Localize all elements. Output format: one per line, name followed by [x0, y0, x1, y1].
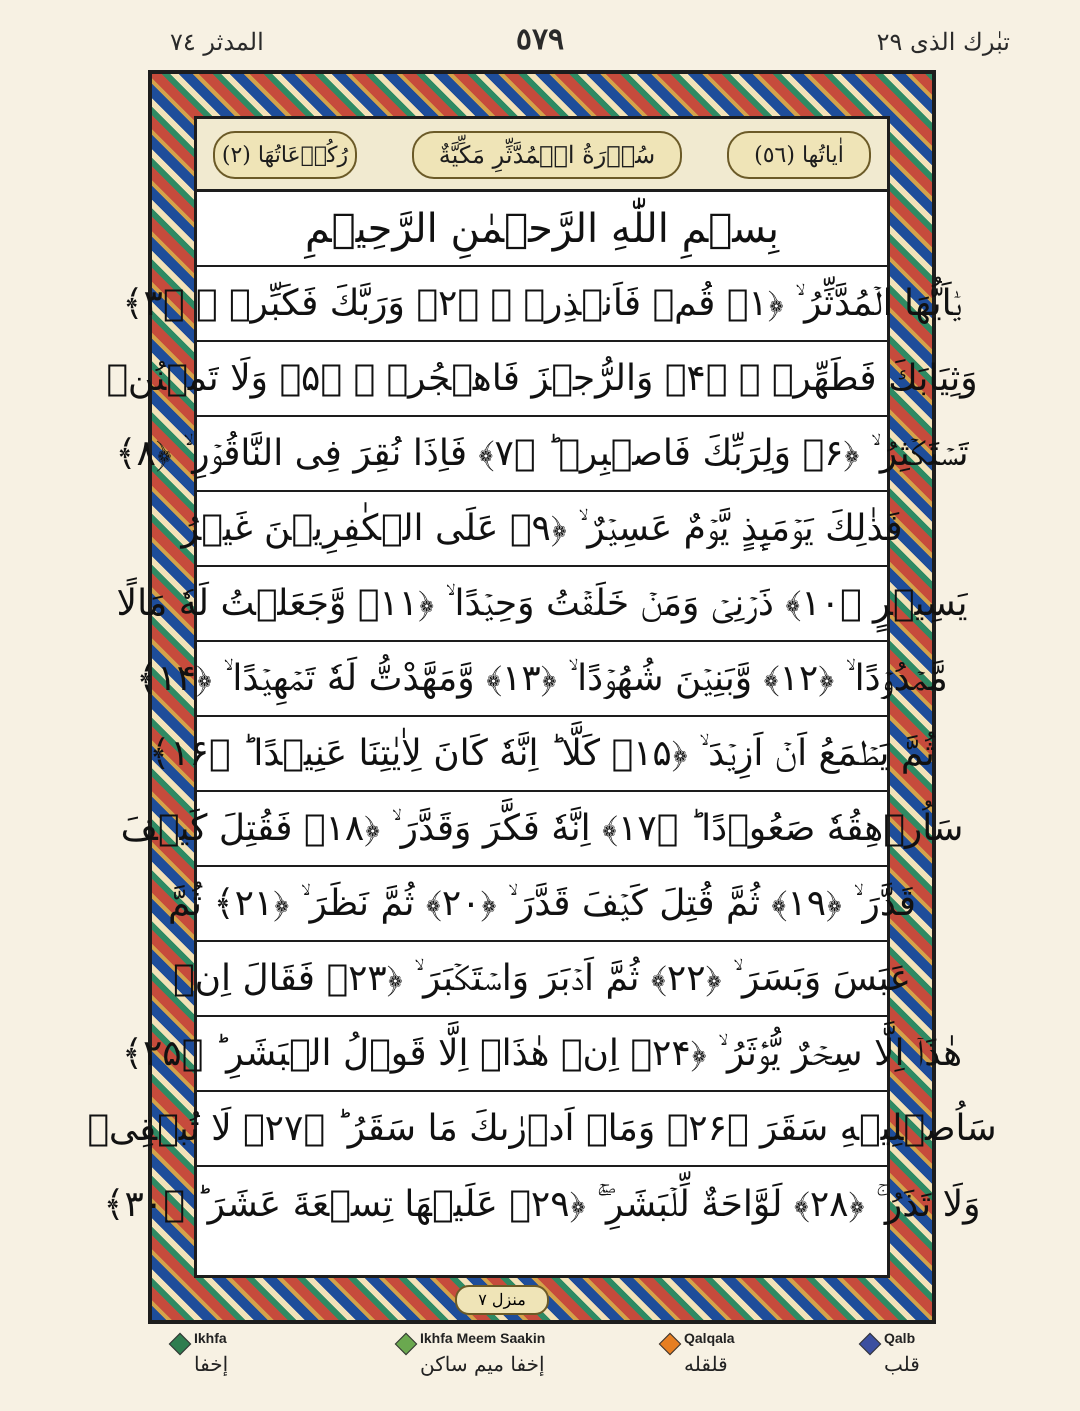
ayah-line: يَسِيۡرٍ ﴿۱۰﴾ ذَرۡنِىۡ وَمَنۡ خَلَقۡتُ وَحِيۡدًا ۙ ﴿۱۱﴾ وَّجَعَلۡتُ لَهٗ مَالًا — [197, 567, 887, 642]
legend-label: Ikhfa Meem Saakin — [420, 1330, 546, 1346]
page-number: ٥٧٩ — [515, 22, 565, 57]
ayah-line: وَلَا تَذَرُ ۚ ﴿۲۸﴾ لَوَّاحَةٌ لِّلۡبَشَرِ ۖۚ ﴿۲۹﴾ عَلَيۡهَا تِسۡعَةَ عَشَرَ ؕ ﴿۳۰﴾ — [103, 1183, 981, 1225]
diamond-icon — [169, 1333, 192, 1356]
ruku-count-cartouche: رُكُوۡعَاتُهَا (٢) — [213, 131, 357, 179]
ayah-line: هٰذَاۤ اِلَّا سِحۡرٌ يُّؤۡثَرُ ۙ ﴿۲۴﴾ اِنۡ هٰذَاۤ اِلَّا قَوۡلُ الۡبَشَرِ ؕ ﴿۲۵﴾ — [197, 1017, 887, 1092]
ayah-line: ثُمَّ يَطۡمَعُ اَنۡ اَزِيۡدَ ۙ ﴿۱۵﴾ كَلَّا ؕ اِنَّهٗ كَانَ لِاٰيٰتِنَا عَنِيۡدًا ؕ ﴿۱۶﴾ — [197, 717, 887, 792]
ayah-line: يٰۤاَيُّهَا الۡمُدَّثِّرُ ۙ ﴿۱﴾ قُمۡ فَاَنۡذِرۡ ۙ ﴿۲﴾ وَرَبَّكَ فَكَبِّرۡ ۙ ﴿۳﴾ — [197, 267, 887, 342]
ayah-line: سَاُرۡهِقُهٗ صَعُوۡدًا ؕ ﴿۱۷﴾ اِنَّهٗ فَكَّرَ وَقَدَّرَ ۙ ﴿۱۸﴾ فَقُتِلَ كَيۡفَ — [197, 792, 887, 867]
page-header — [0, 0, 1080, 68]
decorative-frame — [87, 70, 997, 1324]
text-panel — [87, 116, 997, 1278]
manzil-badge: منزل ٧ — [455, 1285, 549, 1315]
legend-item-ikhfa-meem-saakin — [398, 1330, 618, 1410]
legend-label: Ikhfa — [194, 1330, 227, 1346]
surah-title-band — [197, 119, 887, 192]
ayah-line: سَاُصۡلِيۡهِ سَقَرَ ﴿۲۶﴾ وَمَاۤ اَدۡرٰٮكَ مَا سَقَرُ ؕ ﴿۲۷﴾ لَا تُبۡقِىۡ — [197, 1092, 887, 1167]
surah-reference: المدثر ٧٤ — [170, 28, 264, 56]
diamond-icon — [859, 1333, 882, 1356]
ayah-line: قَدَّرَ ۙ ﴿۱۹﴾ ثُمَّ قُتِلَ كَيۡفَ قَدَّرَ ۙ ﴿۲۰﴾ ثُمَّ نَظَرَ ۙ ﴿۲۱﴾ ثُمَّ — [197, 867, 887, 942]
surah-title-cartouche: سُوۡرَةُ الۡمُدَّثِّرِ مَكِّيَّةٌ — [412, 131, 682, 179]
diamond-icon — [659, 1333, 682, 1356]
juz-name: تبٰرك الذی ٢٩ — [876, 28, 1010, 56]
legend-item-qalb — [862, 1330, 1062, 1410]
legend-label-urdu: إخفا — [194, 1352, 229, 1376]
ayah-line: مَّمۡدُوۡدًا ۙ ﴿۱۲﴾ وَّبَنِيۡنَ شُهُوۡدًا ۙ ﴿۱۳﴾ وَّمَهَّدْتُّ لَهٗ تَمۡهِيۡدًا ۙ ﴿۱۴﴾ — [197, 642, 887, 717]
ayah-line: تَسۡتَكۡثِرُ ۙ ﴿۶﴾ وَلِرَبِّكَ فَاصۡبِرۡ ؕ ﴿۷﴾ فَاِذَا نُقِرَ فِى النَّاقُوۡرِ ۙ ﴿۸﴾ — [197, 417, 887, 492]
ayah-line: عَبَسَ وَبَسَرَ ۙ ﴿۲۲﴾ ثُمَّ اَدۡبَرَ وَاسۡتَكۡبَرَ ۙ ﴿۲۳﴾ فَقَالَ اِنۡ — [197, 942, 887, 1017]
basmala-line: بِسۡمِ اللّٰهِ الرَّحۡمٰنِ الرَّحِيۡمِ — [197, 192, 887, 267]
legend-label-urdu: قلب — [884, 1352, 920, 1376]
ayah-line: وَثِيَابَكَ فَطَهِّرۡ ۙ ﴿۴﴾ وَالرُّجۡزَ فَاهۡجُرۡ ۙ ﴿۵﴾ وَلَا تَمۡنُنۡ — [197, 342, 887, 417]
diamond-icon — [395, 1333, 418, 1356]
legend-label: Qalb — [884, 1330, 916, 1346]
ayah-line: فَذٰلِكَ يَوۡمَٮِٕذٍ يَّوۡمٌ عَسِيۡرٌ ۙ ﴿۹﴾ عَلَى الۡكٰفِرِيۡنَ غَيۡرُ — [197, 492, 887, 567]
ayat-count-cartouche: اٰیاتُها (٥٦) — [727, 131, 871, 179]
legend-item-qalqala — [662, 1330, 882, 1410]
legend-item-ikhfa — [172, 1330, 392, 1410]
ayah-lines — [87, 192, 997, 1275]
legend-label-urdu: قلقله — [684, 1352, 728, 1376]
legend-label: Qalqala — [684, 1330, 735, 1346]
legend-label-urdu: إخفا میم ساکن — [420, 1352, 545, 1376]
tajweed-legend — [0, 1330, 1080, 1411]
